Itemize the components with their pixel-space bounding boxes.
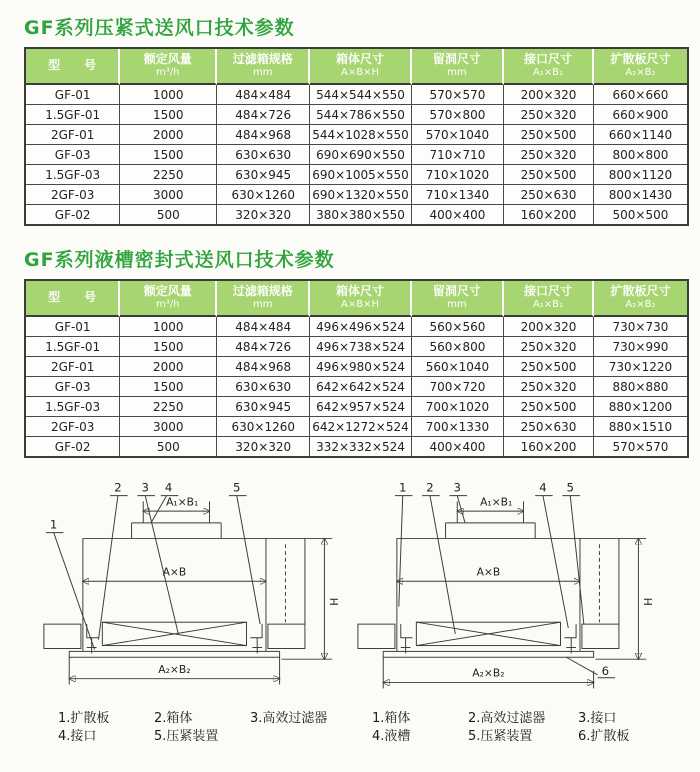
table-row [26,357,687,377]
table-cell: 690×690×550 [310,145,411,165]
table-cell: 2GF-01 [26,357,120,377]
table-cell: 484×968 [217,125,310,145]
box-body [397,538,619,651]
table-cell: 496×980×524 [310,357,411,377]
table-cell: 570×570 [612,439,669,454]
table-cell: 642×957×524 [310,397,411,417]
document-page [0,13,700,772]
legend-item: 2.箱体 [154,711,193,726]
col-header-interface-size: 接口尺寸 A₁×B₁ [504,281,594,317]
table-cell: 320×320 [217,205,310,224]
table-cell: 642×642×524 [310,377,411,397]
col-header-filter-box-spec: 过滤箱规格 mm [217,281,310,317]
col-header-model: 型 号 [26,281,120,317]
table-cell: 660×900 [594,105,687,125]
table-cell: 630×945 [217,397,310,417]
liquid-tank-right [564,624,576,653]
table-cell: 730×990 [594,337,687,357]
table-cell: 380×380×550 [310,205,411,224]
table-cell: 700×1020 [412,397,504,417]
table-cell: 200×320 [504,85,594,105]
table-cell: 1500 [120,145,217,165]
table-cell: 880×1200 [594,397,687,417]
table1-title: GF系列压紧式送风口技术参数 [24,17,295,39]
table-cell: 730×1220 [594,357,687,377]
table-cell: 320×320 [217,437,310,456]
table-cell: 630×630 [217,377,310,397]
box-body [83,538,305,651]
table-cell: 544×544×550 [310,85,411,105]
table-row [26,377,687,397]
table-cell: 200×320 [504,317,594,337]
hepa-filter [416,622,560,645]
table1-header-row [26,49,687,85]
table-cell: 250×500 [504,125,594,145]
table-cell: 700×720 [412,377,504,397]
hepa-filter [102,622,246,645]
table-cell: 1000 [120,317,217,337]
svg-text:6: 6 [601,663,610,678]
svg-text:A₁×B₁: A₁×B₁ [166,495,199,509]
svg-text:2: 2 [114,480,122,495]
table-cell: 250×500 [504,397,594,417]
table-cell: 484×726 [217,337,310,357]
table-cell: 630×630 [217,145,310,165]
table-cell: 570×570 [412,85,504,105]
table-cell: 500 [120,437,217,456]
diffuser-plate [383,651,593,657]
table2-title: GF系列液槽密封式送风口技术参数 [24,249,335,271]
dimension-a2b2 [383,657,593,688]
svg-text:A₂×B₂: A₂×B₂ [472,666,505,680]
diffuser-plate [69,651,279,657]
table-row [26,397,687,417]
legend-liquid-seal [348,710,674,746]
svg-text:H: H [642,597,656,606]
svg-text:4: 4 [164,480,173,495]
table-cell: 710×710 [412,145,504,165]
table-cell: 160×200 [504,205,594,224]
col-header-filter-box-spec: 过滤箱规格 mm [217,49,310,85]
table-cell: 2000 [120,357,217,377]
table-cell: 630×1260 [217,417,310,437]
table-cell: 250×320 [504,145,594,165]
col-header-hole-size: 留洞尺寸 mm [412,49,504,85]
table-cell: 2GF-01 [26,125,120,145]
svg-text:1: 1 [49,517,58,532]
table-row [26,165,687,185]
table-cell: 544×1028×550 [310,125,411,145]
svg-text:A×B: A×B [476,565,501,579]
table-cell: 630×945 [217,165,310,185]
table-cell: 1500 [120,377,217,397]
table-cell: 2250 [120,397,217,417]
table-row [26,85,687,105]
diagram-liquid-seal-block [348,480,674,746]
table-cell: 250×320 [504,377,594,397]
table-cell: GF-02 [26,437,120,456]
liquid-seal-type-diagram [348,480,660,704]
clamp-left [87,624,99,653]
legend-item: 1.箱体 [372,711,411,726]
table-cell: 1.5GF-01 [26,337,120,357]
legend-item: 3.高效过滤器 [250,711,328,726]
table-cell: GF-02 [26,205,120,224]
table-cell: 332×332×524 [310,437,411,456]
table-cell: 560×1040 [412,357,504,377]
table-cell: 400×400 [412,205,504,224]
table-cell: 690×1320×550 [310,185,411,205]
table-row [26,437,687,456]
svg-text:5: 5 [233,480,241,495]
table-cell: 250×630 [504,185,594,205]
svg-text:A×B: A×B [162,565,187,579]
table-cell: 496×738×524 [310,337,411,357]
table-cell: 496×496×524 [310,317,411,337]
col-header-interface-size: 接口尺寸 A₁×B₁ [504,49,594,85]
legend-row [58,710,346,728]
table-cell: 730×730 [594,317,687,337]
table-cell: 700×1330 [412,417,504,437]
table-cell: 642×1272×524 [310,417,411,437]
clamp-right [250,624,262,653]
table1-compression-type [24,47,689,226]
dimension-h [596,538,655,659]
table-cell: 250×500 [504,165,594,185]
table-cell: GF-01 [26,85,120,105]
table-cell: 2GF-03 [26,185,120,205]
table-cell: 710×1020 [412,165,504,185]
table-cell: 1.5GF-03 [26,397,120,417]
table-cell: 250×320 [504,337,594,357]
table-row [26,417,687,437]
col-header-diffuser-size: 扩散板尺寸 A₂×B₂ [594,281,687,317]
table-cell: 160×200 [504,437,594,456]
legend-item: 5.压紧装置 [154,729,219,744]
legend-row [372,728,674,746]
dimension-a1b1 [143,495,209,511]
table-cell: 1500 [120,337,217,357]
table-cell: GF-03 [26,377,120,397]
dimension-h [282,538,341,659]
table-cell: 800×1120 [594,165,687,185]
dimension-a1b1 [457,495,523,511]
svg-text:2: 2 [426,480,434,495]
table-row [26,125,687,145]
col-header-diffuser-size: 扩散板尺寸 A₂×B₂ [594,49,687,85]
table-cell: 560×560 [412,317,504,337]
col-header-box-size: 箱体尺寸 A×B×H [310,49,411,85]
table-cell: 570×800 [412,105,504,125]
table-cell: 2000 [120,125,217,145]
table-cell: GF-03 [26,145,120,165]
table-cell: 2250 [120,165,217,185]
table-cell: 250×630 [504,417,594,437]
table2-header-row [26,281,687,317]
table-cell: 1.5GF-01 [26,105,120,125]
legend-item: 5.压紧装置 [468,729,533,744]
table-cell: 1.5GF-03 [26,165,120,185]
col-header-rated-airflow: 额定风量 m³/h [120,49,217,85]
legend-compression [34,710,346,746]
compression-type-diagram [34,480,346,704]
table-cell: 484×726 [217,105,310,125]
table-cell: 660×660 [594,85,687,105]
table-cell: 250×320 [504,105,594,125]
table-cell: 690×1005×550 [310,165,411,185]
table-cell: 800×1430 [594,185,687,205]
dimension-ab [397,565,580,581]
table-cell: 544×786×550 [310,105,411,125]
table-cell: 3000 [120,417,217,437]
legend-row [372,710,674,728]
table-cell: 880×880 [594,377,687,397]
svg-text:A₂×B₂: A₂×B₂ [158,662,191,676]
liquid-tank-left [401,624,413,653]
table2-liquid-seal-type [24,279,689,458]
table-row [26,337,687,357]
table-cell: 1000 [120,85,217,105]
legend-item: 3.接口 [578,711,617,726]
legend-item: 1.扩散板 [58,711,110,726]
svg-text:H: H [328,597,342,606]
table-cell: 484×484 [217,85,310,105]
table-cell: 570×1040 [412,125,504,145]
diagrams-section [0,480,700,746]
table-cell: 500 [120,205,217,224]
col-header-rated-airflow: 额定风量 m³/h [120,281,217,317]
table-row [26,185,687,205]
table-cell: 880×1510 [594,417,687,437]
dimension-a2b2 [69,657,279,684]
table-cell: 800×800 [594,145,687,165]
svg-text:4: 4 [539,480,547,495]
table-cell: 660×1140 [594,125,687,145]
dimension-ab [83,565,266,581]
legend-row [58,728,346,746]
table-cell: 484×484 [217,317,310,337]
table-cell: 560×800 [412,337,504,357]
table-cell: 2GF-03 [26,417,120,437]
svg-text:3: 3 [453,480,461,495]
table-cell: 500×500 [612,207,669,222]
svg-text:5: 5 [566,480,574,495]
svg-text:1: 1 [398,480,407,495]
table-cell: 1500 [120,105,217,125]
table-row [26,317,687,337]
legend-item: 4.液槽 [372,729,411,744]
table-cell: 630×1260 [217,185,310,205]
diagram-compression-block [34,480,346,746]
legend-item: 6.扩散板 [578,729,630,744]
legend-item: 4.接口 [58,729,97,744]
table-cell: 250×500 [504,357,594,377]
col-header-hole-size: 留洞尺寸 mm [412,281,504,317]
table-cell: 710×1340 [412,185,504,205]
svg-text:3: 3 [141,480,149,495]
table-cell: 400×400 [412,437,504,456]
table-cell: 3000 [120,185,217,205]
table-row [26,205,687,224]
col-header-model: 型 号 [26,49,120,85]
svg-text:A₁×B₁: A₁×B₁ [480,495,513,509]
col-header-box-size: 箱体尺寸 A×B×H [310,281,411,317]
table-cell: 484×968 [217,357,310,377]
table-row [26,105,687,125]
table-cell: GF-01 [26,317,120,337]
table-row [26,145,687,165]
legend-item: 2.高效过滤器 [468,711,546,726]
